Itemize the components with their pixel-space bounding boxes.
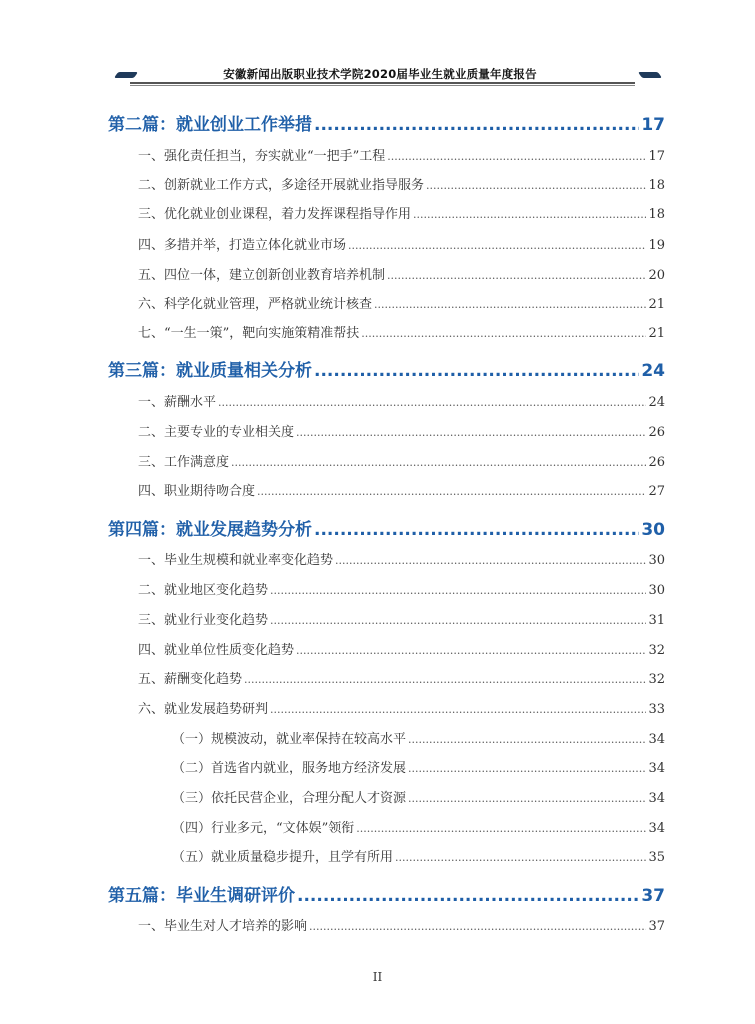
toc-section-entry[interactable] — [138, 451, 665, 470]
toc-section-entry[interactable] — [138, 391, 665, 410]
toc-entry-page: 37 — [641, 886, 665, 906]
toc-dot-leader — [395, 851, 646, 864]
toc-entry-label: （二）首选省内就业，服务地方经济发展 — [172, 761, 407, 776]
toc-subsection-entry[interactable] — [172, 728, 665, 747]
toc-section-entry[interactable] — [138, 579, 665, 598]
toc-section-entry[interactable] — [138, 668, 665, 687]
toc-entry-label: 七、“一生一策”，靶向实施策精准帮扶 — [138, 326, 360, 341]
toc-entry-label: 二、就业地区变化趋势 — [138, 583, 269, 598]
toc-dot-leader — [356, 822, 646, 835]
toc-dot-leader — [408, 792, 646, 805]
toc-entry-label: 第四篇：就业发展趋势分析 — [108, 520, 312, 540]
toc-chapter-entry[interactable] — [108, 110, 665, 135]
toc-dot-leader — [296, 426, 646, 439]
toc-entry-page: 31 — [648, 613, 665, 628]
toc-section-entry[interactable] — [138, 915, 665, 934]
toc-section-entry[interactable] — [138, 609, 665, 628]
toc-entry-label: 一、强化责任担当，夯实就业“一把手”工程 — [138, 149, 386, 164]
toc-dot-leader — [244, 673, 646, 686]
toc-chapter-entry[interactable] — [108, 881, 665, 906]
toc-entry-page: 27 — [648, 484, 665, 499]
toc-entry-label: 一、毕业生对人才培养的影响 — [138, 919, 308, 934]
toc-entry-page: 18 — [648, 207, 665, 222]
toc-entry-label: 三、就业行业变化趋势 — [138, 613, 269, 628]
toc-entry-label: 六、就业发展趋势研判 — [138, 702, 269, 717]
toc-entry-page: 17 — [648, 149, 665, 164]
toc-section-entry[interactable] — [138, 145, 665, 164]
toc-entry-page: 18 — [648, 178, 665, 193]
toc-entry-label: 四、多措并举，打造立体化就业市场 — [138, 238, 347, 253]
toc-entry-page: 30 — [648, 583, 665, 598]
toc-entry-label: 第五篇：毕业生调研评价 — [108, 886, 295, 906]
toc-section-entry[interactable] — [138, 639, 665, 658]
toc-dot-leader — [296, 644, 646, 657]
toc-entry-page: 30 — [648, 553, 665, 568]
toc-entry-label: 一、薪酬水平 — [138, 395, 217, 410]
toc-dot-leader — [413, 208, 646, 221]
toc-subsection-entry[interactable] — [172, 846, 665, 865]
toc-entry-page: 32 — [648, 672, 665, 687]
toc-dot-leader — [408, 733, 646, 746]
page-number: II — [372, 970, 383, 984]
toc-dot-leader — [408, 762, 646, 775]
toc-dot-leader — [309, 920, 646, 933]
toc-section-entry[interactable] — [138, 698, 665, 717]
toc-entry-label: （三）依托民营企业，合理分配人才资源 — [172, 791, 407, 806]
toc-dot-leader — [297, 886, 639, 906]
toc-entry-page: 34 — [648, 732, 665, 747]
toc-entry-page: 33 — [648, 702, 665, 717]
toc-section-entry[interactable] — [138, 203, 665, 222]
toc-subsection-entry[interactable] — [172, 757, 665, 776]
toc-dot-leader — [257, 485, 646, 498]
toc-entry-page: 20 — [648, 268, 665, 283]
toc-entry-page: 19 — [648, 238, 665, 253]
toc-entry-label: 第二篇：就业创业工作举措 — [108, 115, 312, 135]
toc-entry-label: 二、创新就业工作方式，多途径开展就业指导服务 — [138, 178, 425, 193]
toc-entry-page: 24 — [648, 395, 665, 410]
toc-entry-label: 二、主要专业的专业相关度 — [138, 425, 295, 440]
toc-entry-page: 32 — [648, 643, 665, 658]
toc-entry-label: 一、毕业生规模和就业率变化趋势 — [138, 553, 334, 568]
toc-entry-label: （四）行业多元，“文体娱”领衔 — [172, 821, 355, 836]
toc-entry-page: 26 — [648, 425, 665, 440]
toc-entry-label: （五）就业质量稳步提升，且学有所用 — [172, 850, 394, 865]
toc-entry-page: 26 — [648, 455, 665, 470]
toc-section-entry[interactable] — [138, 549, 665, 568]
toc-entry-label: 三、优化就业创业课程，着力发挥课程指导作用 — [138, 207, 412, 222]
toc-entry-label: 五、薪酬变化趋势 — [138, 672, 243, 687]
toc-entry-page: 21 — [648, 297, 665, 312]
toc-section-entry[interactable] — [138, 480, 665, 499]
toc-dot-leader — [218, 396, 646, 409]
toc-dot-leader — [387, 150, 646, 163]
toc-chapter-entry[interactable] — [108, 356, 665, 381]
toc-dot-leader — [270, 584, 646, 597]
toc-entry-page: 37 — [648, 919, 665, 934]
toc-section-entry[interactable] — [138, 264, 665, 283]
toc-dot-leader — [335, 554, 646, 567]
toc-entry-page: 34 — [648, 791, 665, 806]
toc-section-entry[interactable] — [138, 234, 665, 253]
toc-dot-leader — [387, 269, 646, 282]
toc-chapter-entry[interactable] — [108, 515, 665, 540]
toc-dot-leader — [348, 239, 646, 252]
toc-entry-page: 34 — [648, 761, 665, 776]
toc-dot-leader — [361, 327, 646, 340]
toc-entry-page: 21 — [648, 326, 665, 341]
toc-section-entry[interactable] — [138, 322, 665, 341]
toc-dot-leader — [426, 179, 646, 192]
toc-dot-leader — [314, 361, 639, 381]
toc-section-entry[interactable] — [138, 421, 665, 440]
toc-entry-page: 24 — [641, 361, 665, 381]
toc-entry-page: 17 — [641, 115, 665, 135]
toc-entry-label: （一）规模波动，就业率保持在较高水平 — [172, 732, 407, 747]
toc-entry-label: 四、就业单位性质变化趋势 — [138, 643, 295, 658]
toc-subsection-entry[interactable] — [172, 817, 665, 836]
toc-dot-leader — [270, 614, 646, 627]
toc-section-entry[interactable] — [138, 293, 665, 312]
toc-dot-leader — [374, 298, 646, 311]
toc-entry-label: 六、科学化就业管理，严格就业统计核查 — [138, 297, 373, 312]
toc-entry-label: 四、职业期待吻合度 — [138, 484, 256, 499]
toc-entry-page: 30 — [641, 520, 665, 540]
toc-entry-page: 35 — [648, 850, 665, 865]
report-header-title: 安徽新闻出版职业技术学院2020届毕业生就业质量年度报告 — [223, 67, 537, 81]
toc-dot-leader — [231, 456, 646, 469]
toc-dot-leader — [314, 520, 639, 540]
toc-entry-page: 34 — [648, 821, 665, 836]
toc-dot-leader — [314, 115, 639, 135]
toc-dot-leader — [270, 703, 646, 716]
toc-subsection-entry[interactable] — [172, 787, 665, 806]
toc-entry-label: 三、工作满意度 — [138, 455, 230, 470]
toc-section-entry[interactable] — [138, 174, 665, 193]
toc-entry-label: 第三篇：就业质量相关分析 — [108, 361, 312, 381]
toc-entry-label: 五、四位一体，建立创新创业教育培养机制 — [138, 268, 386, 283]
